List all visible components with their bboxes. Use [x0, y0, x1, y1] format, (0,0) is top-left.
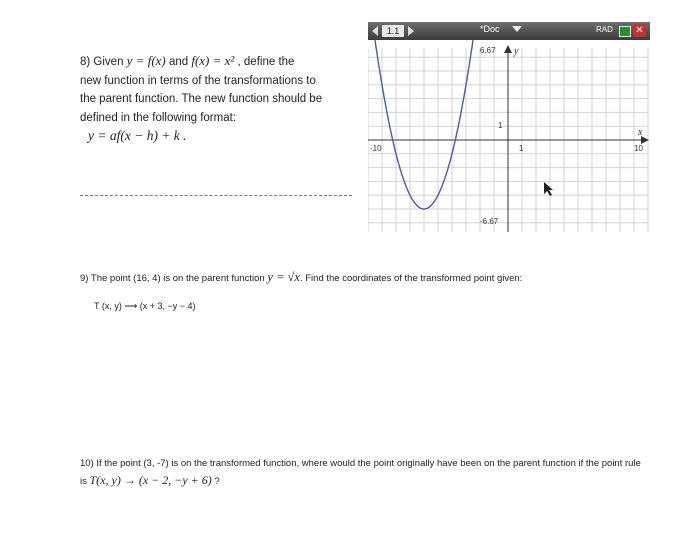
page-tab[interactable]: 1.1	[382, 25, 404, 37]
q10-expr-rule: T(x, y) → (x − 2, −y + 6)	[89, 473, 212, 487]
q8-line-4: defined in the following format:	[80, 111, 236, 124]
battery-icon	[619, 26, 631, 37]
q9-expr-sqrt: y = √x	[267, 270, 300, 284]
q8-line-2: new function in terms of the transformations to	[80, 74, 316, 87]
q10-text: 10) If the point (3, -7) is on the transformed function, where would the point originally have been on the parent function if the point rule is	[80, 458, 641, 487]
y-axis-arrow-icon	[504, 45, 512, 53]
question-9	[80, 270, 522, 285]
q8-text-define: , define the	[234, 56, 295, 68]
y-max-label: 6.67	[480, 46, 496, 55]
q10-text-end: ?	[211, 476, 220, 487]
q8-expr-y: y = f(x)	[126, 53, 166, 68]
x-min-label: -10	[370, 144, 382, 153]
y-axis-label: y	[514, 46, 519, 57]
q8-answer-line	[80, 195, 352, 196]
q8-expr-parent: f(x) = x²	[191, 53, 235, 68]
q9-point-rule: T (x, y) ⟶ (x + 3, −y − 4)	[94, 301, 196, 311]
y-unit-label: 1	[498, 121, 503, 130]
calculator-screen	[368, 22, 650, 232]
document-title: *Doc	[480, 24, 500, 34]
x-max-label: 10	[634, 144, 643, 153]
prev-page-icon[interactable]	[372, 26, 378, 36]
q9-text-intro: 9) The point (16, 4) is on the parent function	[80, 273, 268, 284]
angle-mode: RAD	[596, 25, 613, 34]
question-10	[80, 456, 650, 490]
doc-menu-chevron-icon[interactable]	[512, 26, 522, 32]
x-unit-label: 1	[519, 144, 524, 153]
y-min-label: -6.67	[480, 217, 499, 226]
q8-text-and: and	[165, 56, 192, 68]
pointer-cursor-icon	[544, 182, 553, 196]
q8-formula: y = af(x − h) + k .	[88, 128, 187, 143]
next-page-icon[interactable]	[408, 26, 414, 36]
q9-text-find: . Find the coordinates of the transformed point given:	[299, 273, 523, 284]
q8-line-3: the parent function. The new function should be	[80, 93, 323, 105]
q8-line-1	[80, 52, 360, 72]
graph-area	[368, 40, 650, 232]
x-axis-label: x	[638, 127, 643, 138]
question-8	[80, 52, 360, 146]
close-icon[interactable]: ✕	[633, 24, 646, 37]
calculator-toolbar	[368, 22, 650, 40]
q8-text-given: 8) Given	[80, 56, 127, 68]
